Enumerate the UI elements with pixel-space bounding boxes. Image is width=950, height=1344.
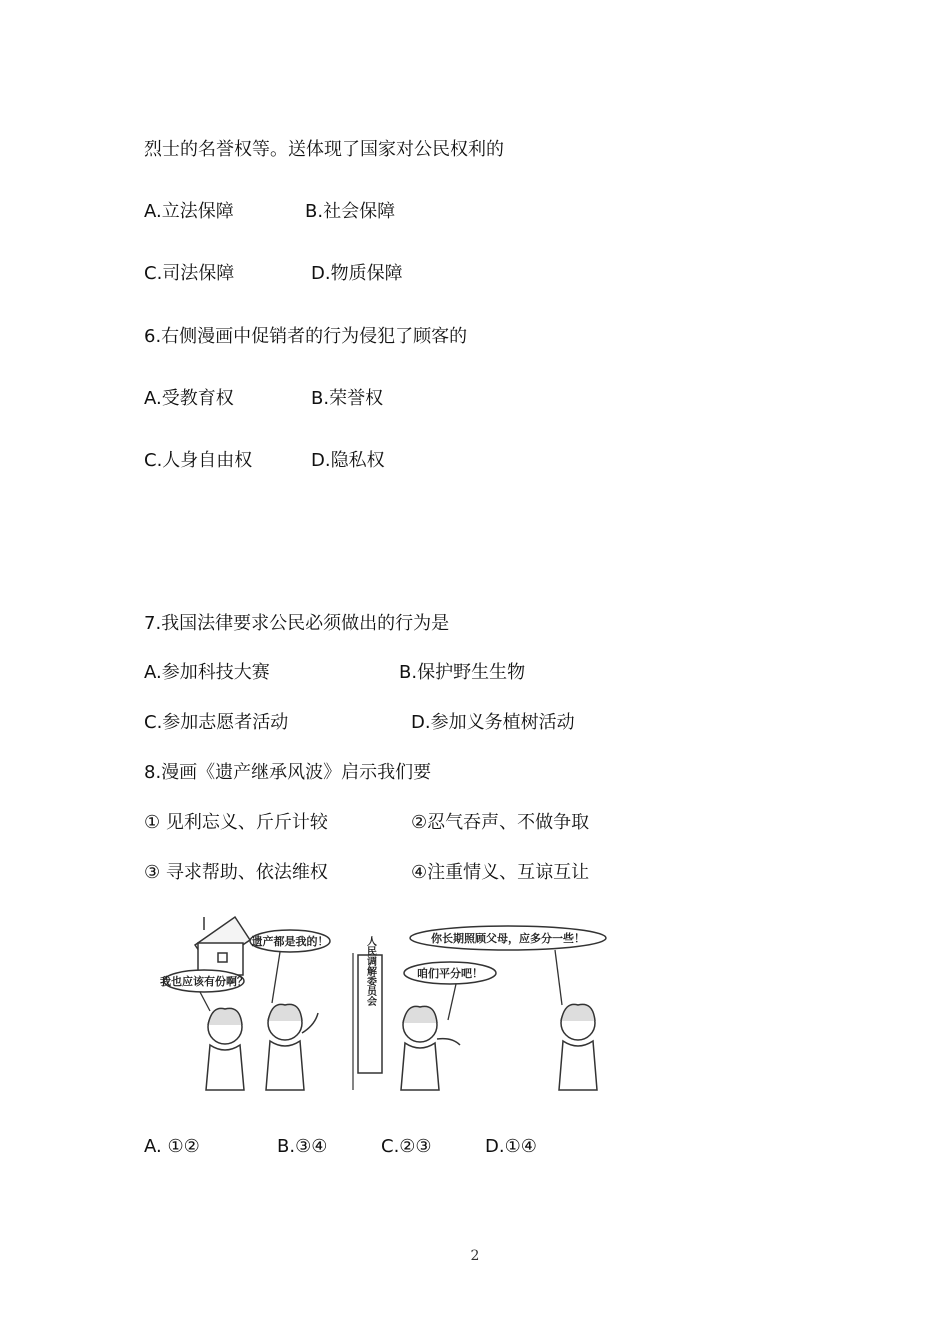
q5-option-a: A.立法保障 bbox=[144, 201, 234, 222]
bubble-4-text: 咱们平分吧！ bbox=[417, 967, 483, 980]
q8-statement-3: ③ 寻求帮助、依法维权 bbox=[144, 862, 328, 883]
q8-option-c: C.②③ bbox=[381, 1136, 432, 1157]
q7-option-b: B.保护野生生物 bbox=[399, 662, 526, 683]
q7-option-a: A.参加科技大赛 bbox=[144, 662, 270, 683]
q5-option-d: D.物质保障 bbox=[311, 263, 403, 284]
person-left-1 bbox=[206, 1008, 244, 1090]
q7-option-c: C.参加志愿者活动 bbox=[144, 712, 289, 733]
bubble-2-text: 遗产都是我的！ bbox=[251, 935, 329, 948]
inheritance-dispute-comic bbox=[160, 905, 645, 1100]
bubble-1-text: 我也应该有份啊？ bbox=[160, 975, 248, 988]
q6-option-c: C.人身自由权 bbox=[144, 450, 253, 471]
q8-option-a: A. ①② bbox=[144, 1136, 200, 1157]
q6-option-a: A.受教育权 bbox=[144, 388, 234, 409]
q8-statement-2: ②忍气吞声、不做争取 bbox=[411, 812, 590, 833]
mediation-committee-sign bbox=[353, 935, 382, 1090]
q6-stem: 6.右侧漫画中促销者的行为侵犯了顾客的 bbox=[144, 326, 468, 347]
speech-bubble-1 bbox=[160, 970, 248, 1011]
q8-option-d: D.①④ bbox=[485, 1136, 537, 1157]
sign-text: 人民调解委员会 bbox=[364, 936, 376, 1006]
q8-statement-1: ① 见利忘义、斤斤计较 bbox=[144, 812, 328, 833]
q6-option-d: D.隐私权 bbox=[311, 450, 385, 471]
q7-option-d: D.参加义务植树活动 bbox=[411, 712, 575, 733]
q7-stem: 7.我国法律要求公民必须做出的行为是 bbox=[144, 613, 450, 634]
q8-statement-4: ④注重情义、互谅互让 bbox=[411, 862, 590, 883]
q5-option-b: B.社会保障 bbox=[305, 201, 396, 222]
q6-option-b: B.荣誉权 bbox=[311, 388, 384, 409]
house-icon bbox=[195, 917, 250, 975]
page-number: 2 bbox=[470, 1248, 480, 1264]
person-right-2 bbox=[559, 1004, 597, 1090]
q5-option-c: C.司法保障 bbox=[144, 263, 235, 284]
speech-bubble-2 bbox=[250, 930, 330, 1003]
person-right-1 bbox=[401, 1006, 460, 1090]
bubble-3-text: 你长期照顾父母，应多分一些！ bbox=[431, 932, 585, 945]
q8-stem: 8.漫画《遗产继承风波》启示我们要 bbox=[144, 762, 432, 783]
q8-option-b: B.③④ bbox=[277, 1136, 328, 1157]
q5-stem-tail: 烈士的名誉权等。送体现了国家对公民权利的 bbox=[144, 139, 504, 160]
person-left-2 bbox=[266, 1004, 318, 1090]
